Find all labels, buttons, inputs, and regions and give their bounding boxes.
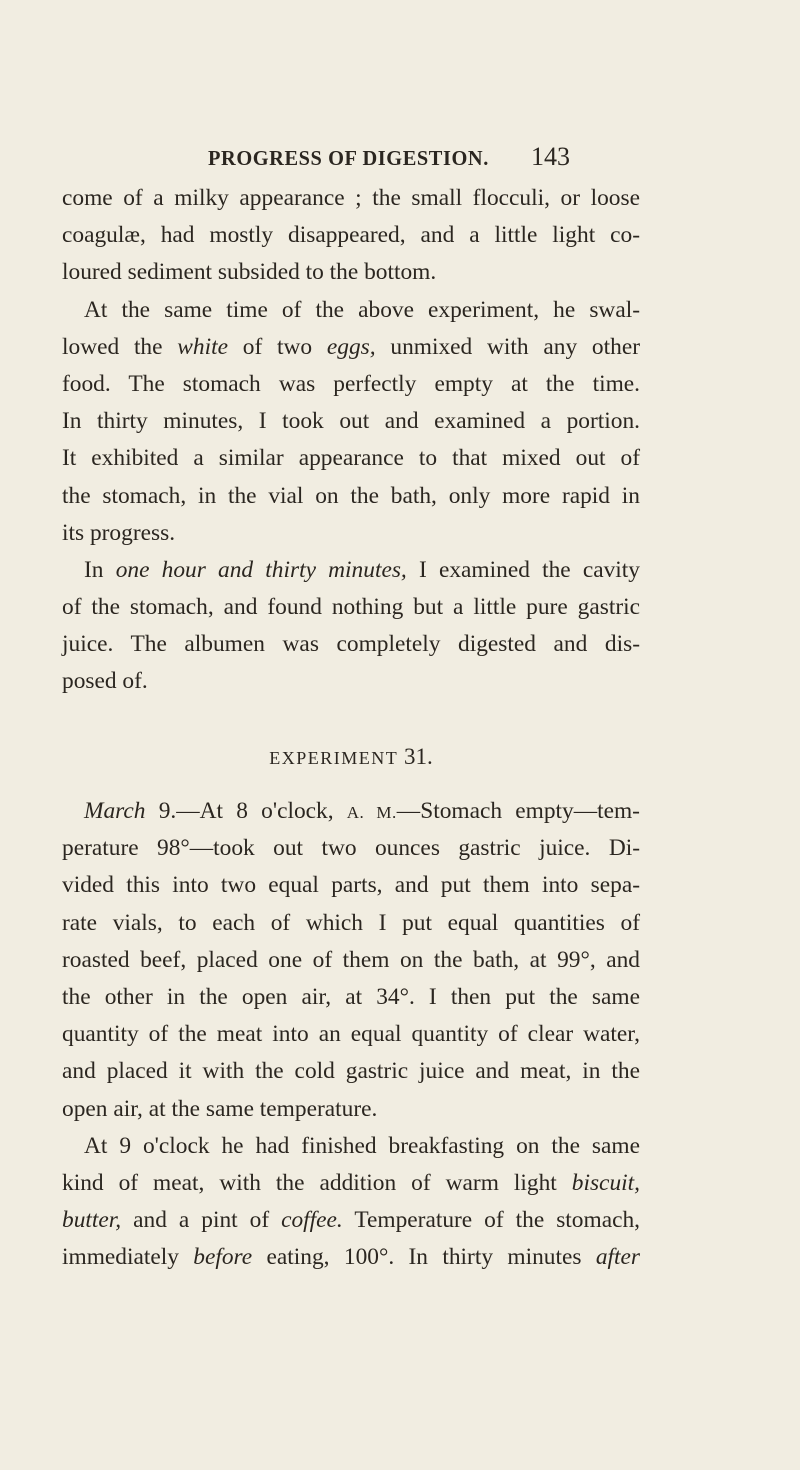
text-line: It exhibited a similar appearance to that mixed out of [62,445,640,472]
italic-word: biscuit, [571,1169,640,1196]
text-line: quantity of the meat into an equal quantity of clear water, [62,1021,640,1048]
text-line: immediately before eating, 100°. In thirty minutes after [62,1244,640,1271]
italic-word: coffee. [281,1207,343,1234]
text-line: food. The stomach was perfectly empty at the time. [62,370,640,397]
running-head [0,142,800,172]
text-line: butter, and a pint of coffee. Temperature of the stomach, [62,1207,640,1234]
text-line: coagulæ, had mostly disappeared, and a little light co- [62,222,640,249]
text-line: At 9 o'clock he had finished breakfasting on the same [84,1132,640,1159]
text-line: vided this into two equal parts, and put them into sepa- [62,872,640,899]
text-line: perature 98°—took out two ounces gastric juice. Di- [62,835,640,862]
text-line: and placed it with the cold gastric juice and meat, in the [62,1058,640,1085]
italic-phrase: one hour and thirty minutes, [115,556,407,583]
italic-word: butter, [62,1207,122,1234]
text-line: loured sediment subsided to the bottom. [62,259,437,286]
text-line: rate vials, to each of which I put equal quantities of [62,909,640,936]
text-line: its progress. [62,519,176,546]
text-line: the stomach, in the vial on the bath, only more rapid in [62,482,640,509]
text-line: March 9.—At 8 o'clock, A. M.—Stomach empty—tem- [84,798,640,824]
text-line: the other in the open air, at 34°. I then put the same [62,983,640,1010]
text-line: kind of meat, with the addition of warm light biscuit, [62,1169,640,1196]
experiment-heading: EXPERIMENT 31. [269,743,433,769]
body-text [62,180,640,1276]
text-line: open air, at the same temperature. [62,1095,378,1122]
italic-word: eggs, [326,333,376,360]
running-head-title: PROGRESS OF DIGESTION. [208,146,489,170]
italic-word: March [84,798,146,824]
text-line: roasted beef, placed one of them on the bath, at 99°, and [62,946,640,973]
page-number: 143 [531,142,570,171]
text-line: posed of. [62,668,148,695]
text-line: of the stomach, and found nothing but a little pure gastric [62,594,640,621]
italic-word: white [177,333,228,360]
text-line: lowed the white of two eggs, unmixed with any other [62,333,640,360]
italic-word: after [595,1244,640,1271]
text-line: At the same time of the above experiment, he swal- [84,296,640,323]
italic-word: before [193,1244,253,1271]
text-line: In thirty minutes, I took out and examined a portion. [62,408,640,435]
text-line: In one hour and thirty minutes, I examined the cavity [84,556,640,583]
text-line: juice. The albumen was completely digested and dis- [62,631,640,658]
text-line: come of a milky appearance ; the small flocculi, or loose [62,185,640,211]
